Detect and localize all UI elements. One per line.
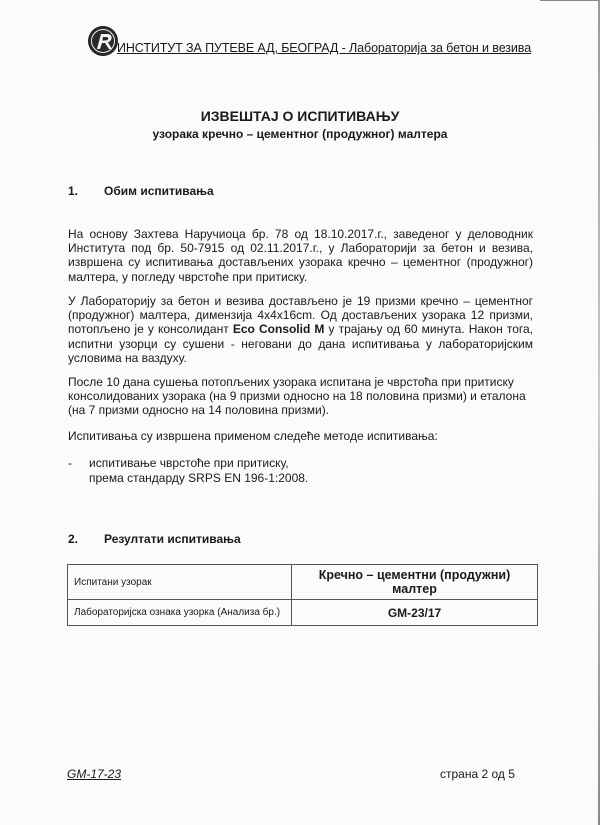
scan-edge-top xyxy=(540,0,600,1)
consolidant-name: Eco Consolid M xyxy=(232,322,325,337)
method-list-item xyxy=(68,456,308,485)
samples-text-b: у трајању од 60 минута. Након тога, испитни узорци су сушени - неговани до дана испитивања у лабораторијским условима на ваздуху. xyxy=(68,322,534,365)
method-standard: према стандарду SRPS EN 196-1:2008. xyxy=(89,470,309,485)
paragraph-method-intro: Испитивања су извршена применом следеће методе испитивања: xyxy=(68,429,438,443)
row-label: Лабораторијска ознака узорка (Анализа бр.) xyxy=(68,600,292,626)
report-subtitle: узорака кречно – цементног (продужног) малтера xyxy=(152,127,448,141)
section-number: 2. xyxy=(68,532,79,546)
results-table xyxy=(67,564,538,626)
row-label: Испитани узорак xyxy=(68,565,292,600)
institute-name: ИНСТИТУТ ЗА ПУТЕВЕ АД, БЕОГРАД - Лабораторија за бетон и везива xyxy=(117,41,532,55)
paragraph-request: На основу Захтева Наручиоца бр. 78 од 18.10.2017.г., заведеног у деловодник Института под бр. 50-7915 од 02.11.2017.г., у Лабораторији за бетон и везива, извршена су испитивања достављених узорака кречно – цементног (продужног) малтера, у погледу чврстоће при притиску. xyxy=(68,227,533,284)
table-row xyxy=(68,565,538,600)
row-value: Кречно – цементни (продужни) малтер xyxy=(292,565,538,600)
page-number: страна 2 од 5 xyxy=(440,767,515,781)
method-name: испитивање чврстоће при притиску, xyxy=(89,456,289,470)
institute-logo-icon xyxy=(88,26,118,56)
row-value: GM-23/17 xyxy=(292,600,538,626)
report-title: ИЗВЕШТАЈ О ИСПИТИВАЊУ xyxy=(200,108,400,124)
section-number: 1. xyxy=(68,184,79,198)
section-1-heading xyxy=(68,184,214,198)
table-row xyxy=(68,600,538,626)
section-2-heading xyxy=(68,532,241,546)
samples-text-a: У Лабораторију за бетон и везива достављено је 19 призми кречно – цементног (продужног) малтера, димензија 4x4x16cm. Од достављених узорака 12 призми, потопљено је у консолидант xyxy=(68,294,533,337)
paragraph-samples xyxy=(68,294,533,365)
bullet-dash: - xyxy=(68,456,72,470)
section-title: Резултати испитивања xyxy=(104,532,241,546)
paragraph-testing: После 10 дана сушења потопљених узорака испитана је чврстоћа при притиску консолидованих узорака (на 9 призми односно на 18 половина призми) и еталона (на 7 призми односно на 14 половина призми). xyxy=(68,375,526,418)
section-title: Обим испитивања xyxy=(104,184,214,198)
letterhead xyxy=(88,26,531,56)
document-code: GM-17-23 xyxy=(67,767,122,781)
